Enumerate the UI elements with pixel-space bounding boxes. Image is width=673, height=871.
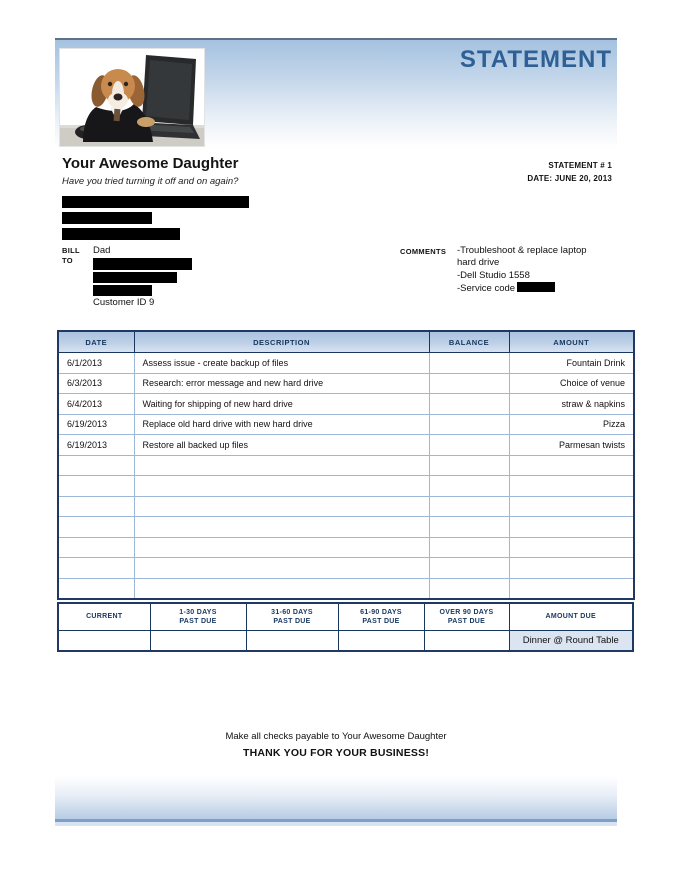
table-row-empty	[58, 476, 634, 497]
table-row-empty	[58, 558, 634, 579]
table-row	[58, 394, 634, 415]
column-header-description: DESCRIPTION	[134, 331, 429, 353]
aging-value-row	[58, 631, 633, 652]
table-row-empty	[58, 455, 634, 476]
cell-amount: Fountain Drink	[509, 353, 634, 374]
aging-value-61-90	[338, 631, 424, 652]
comment-line: -Dell Studio 1558	[457, 269, 530, 281]
table-header-row	[58, 331, 634, 353]
bill-to-label-line2: TO	[62, 256, 73, 265]
customer-id: Customer ID 9	[93, 297, 155, 308]
aging-value-amount-due: Dinner @ Round Table	[509, 631, 633, 652]
aging-header-text: 31-60 DAYS	[271, 608, 313, 616]
aging-header-61-90	[338, 603, 424, 631]
aging-header-31-60	[246, 603, 338, 631]
aging-header-1-30	[150, 603, 246, 631]
table-row	[58, 435, 634, 456]
statement-number: STATEMENT # 1	[548, 161, 612, 170]
aging-header-text: AMOUNT DUE	[545, 613, 596, 621]
table-row	[58, 353, 634, 374]
cell-description: Assess issue - create backup of files	[134, 353, 429, 374]
bill-to-label-line1: BILL	[62, 246, 80, 255]
cell-balance	[429, 414, 509, 435]
bill-to-label	[62, 246, 80, 266]
aging-header-current	[58, 603, 150, 631]
cell-date: 6/19/2013	[58, 435, 134, 456]
aging-header-text: OVER 90 DAYS	[439, 608, 494, 616]
comments-body	[457, 245, 591, 295]
comments-label: COMMENTS	[400, 247, 447, 256]
redacted-bar	[93, 272, 177, 283]
aging-summary-table	[57, 602, 634, 652]
cell-balance	[429, 373, 509, 394]
bill-to-name: Dad	[93, 245, 111, 256]
redacted-bar	[62, 196, 249, 208]
redacted-bar	[62, 212, 152, 224]
aging-header-text: CURRENT	[86, 613, 123, 621]
table-row-empty	[58, 537, 634, 558]
aging-value-1-30	[150, 631, 246, 652]
redacted-bar	[62, 228, 180, 240]
statement-info	[527, 159, 612, 185]
redacted-bar	[517, 282, 555, 292]
cell-date: 6/1/2013	[58, 353, 134, 374]
table-row	[58, 414, 634, 435]
dog-at-laptop-illustration	[60, 49, 204, 146]
table-row-empty	[58, 496, 634, 517]
company-name: Your Awesome Daughter	[62, 155, 239, 172]
cell-balance	[429, 353, 509, 374]
cell-description: Restore all backed up files	[134, 435, 429, 456]
footer-payable-note: Make all checks payable to Your Awesome Daughter	[225, 731, 447, 742]
cell-description: Waiting for shipping of new hard drive	[134, 394, 429, 415]
aging-header-text: 1-30 DAYS	[179, 608, 217, 616]
table-row-empty	[58, 517, 634, 538]
aging-value-31-60	[246, 631, 338, 652]
cell-description: Replace old hard drive with new hard drive	[134, 414, 429, 435]
table-row	[58, 373, 634, 394]
aging-header-row	[58, 603, 633, 631]
redacted-bar	[93, 258, 192, 270]
aging-value-current	[58, 631, 150, 652]
cell-amount: Pizza	[509, 414, 634, 435]
cell-amount: Parmesan twists	[509, 435, 634, 456]
cell-date: 6/3/2013	[58, 373, 134, 394]
column-header-date: DATE	[58, 331, 134, 353]
company-tagline: Have you tried turning it off and on again?	[62, 176, 239, 187]
cell-date: 6/19/2013	[58, 414, 134, 435]
aging-value-over-90	[424, 631, 509, 652]
cell-date: 6/4/2013	[58, 394, 134, 415]
column-header-balance: BALANCE	[429, 331, 509, 353]
comment-line: -Troubleshoot & replace laptop hard drive	[457, 245, 587, 269]
cell-amount: straw & napkins	[509, 394, 634, 415]
column-header-amount: AMOUNT	[509, 331, 634, 353]
footer-thank-you: THANK YOU FOR YOUR BUSINESS!	[242, 747, 430, 759]
redacted-bar	[93, 285, 152, 296]
aging-header-amount-due	[509, 603, 633, 631]
header-banner	[55, 40, 617, 150]
cell-description: Research: error message and new hard drive	[134, 373, 429, 394]
aging-header-text: PAST DUE	[362, 618, 400, 625]
footer-banner	[55, 776, 617, 822]
aging-header-text: 61-90 DAYS	[360, 608, 402, 616]
table-row-empty	[58, 578, 634, 599]
aging-header-text: PAST DUE	[179, 618, 217, 625]
comment-line-text: -Service code	[457, 282, 516, 294]
aging-header-text: PAST DUE	[273, 618, 311, 625]
comment-line	[457, 282, 591, 295]
statement-date: DATE: JUNE 20, 2013	[527, 174, 612, 183]
page-title: STATEMENT	[459, 46, 612, 73]
cell-balance	[429, 435, 509, 456]
line-items-table	[57, 330, 635, 600]
dog-in-suit-photo	[60, 49, 204, 146]
cell-balance	[429, 394, 509, 415]
cell-amount: Choice of venue	[509, 373, 634, 394]
aging-header-over-90	[424, 603, 509, 631]
aging-header-text: PAST DUE	[447, 618, 486, 625]
